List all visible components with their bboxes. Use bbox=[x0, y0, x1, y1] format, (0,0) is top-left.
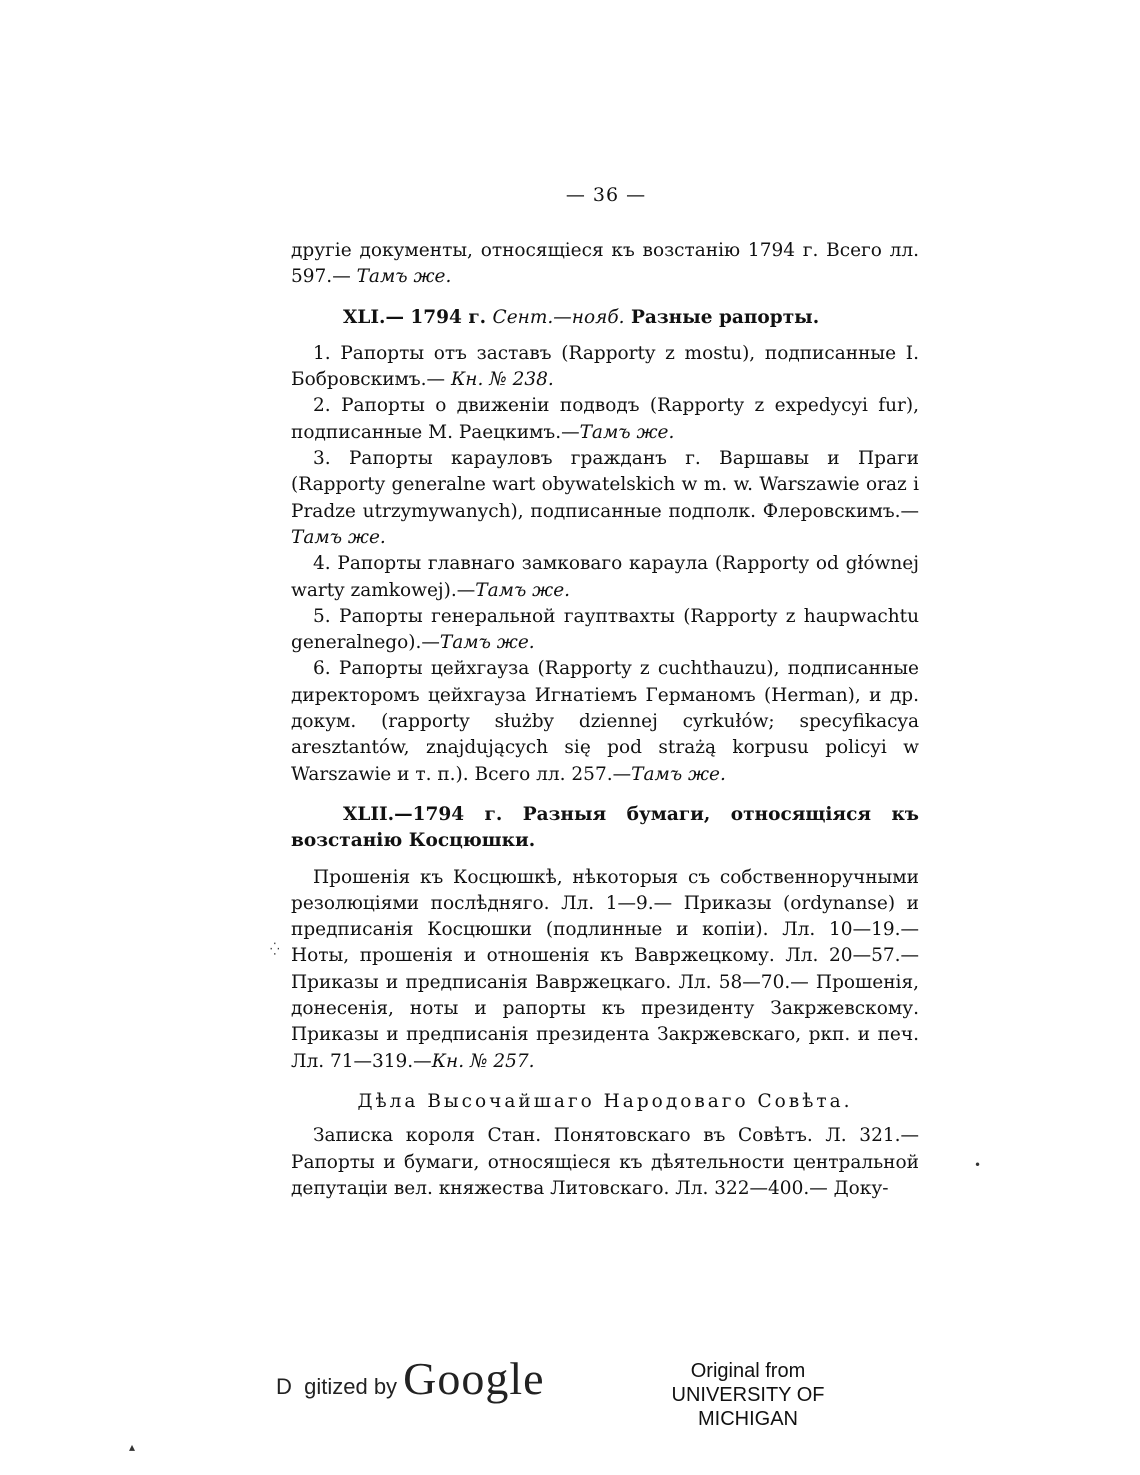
item-text: 6. Рапорты цейхгауза (Rapporty z cuchthauzu), подписанные директоромъ цейхгауза Игнатіемъ Германомъ (Herman), и др. докум. (rapporty służby dziennej cyrkułów; specyfikacya aresztantów, znajdujących się pod strażą korpusu policyi w Warszawie и т. п.). Всего лл. 257.— bbox=[291, 658, 919, 785]
section-41-heading bbox=[291, 305, 919, 331]
intro-ref: Тамъ же. bbox=[356, 266, 452, 288]
item-ref: Тамъ же. bbox=[631, 763, 726, 785]
section-41-item bbox=[291, 604, 919, 657]
subsection-title: Дѣла Высочайшаго Народоваго Совѣта. bbox=[357, 1090, 853, 1112]
section-41-item bbox=[291, 341, 919, 394]
digitized-by-google-watermark bbox=[276, 1352, 545, 1405]
intro-paragraph bbox=[291, 238, 919, 291]
item-text: 1. Рапорты отъ заставъ (Rapporty z mostu), подписанные I. Бобровскимъ.— bbox=[291, 342, 919, 391]
item-ref: Тамъ же. bbox=[291, 526, 386, 548]
section-41-item bbox=[291, 446, 919, 551]
original-from-watermark bbox=[620, 1359, 876, 1431]
original-from-text: Original from bbox=[690, 1360, 806, 1382]
item-ref: Кн. № 238. bbox=[450, 369, 554, 391]
scan-speck-mark: • bbox=[974, 1158, 982, 1172]
intro-text: другіе документы, относящіеся къ возстанію 1794 г. Всего лл. 597.— bbox=[291, 240, 919, 288]
scan-speck-mark: ⁛ bbox=[270, 942, 280, 956]
scan-speck-mark: ▴ bbox=[129, 1440, 136, 1454]
item-ref: Тамъ же. bbox=[579, 421, 675, 443]
section-42-ref: Кн. № 257. bbox=[431, 1050, 535, 1072]
section-41-heading-date: Сент.—нояб. bbox=[492, 306, 625, 328]
item-text: 4. Рапорты главнаго замковаго караула (Rapporty od głównej warty zamkowej).— bbox=[291, 553, 919, 601]
section-42-heading: XLII.—1794 г. Разныя бумаги, относящіяся къ возстанію Косцюшки. bbox=[291, 803, 919, 852]
item-ref: Тамъ же. bbox=[475, 579, 571, 601]
item-text: 2. Рапорты о движеніи подводъ (Rapporty z expedycyi fur), подписанные М. Раецкимъ.— bbox=[291, 395, 919, 443]
section-41-item bbox=[291, 393, 919, 446]
section-42-text: Прошенія къ Косцюшкѣ, нѣкоторыя съ собственноручными резолюціями послѣдняго. Лл. 1—9.— Приказы (ordynanse) и предписанія Косцюшки (подлинные и копіи). Лл. 10—19.— Ноты, прошенія и отношенія къ Вавржецкому. Лл. 20—57.— Приказы и предписанія Вавржецкаго. Лл. 58—70.— Прошенія, донесенія, ноты и рапорты къ президенту Закржевскому. Приказы и предписанія президента Закржевскаго, ркп. и печ. Лл. 71—319.— bbox=[291, 866, 919, 1072]
item-ref: Тамъ же. bbox=[439, 632, 535, 654]
item-text: 3. Рапорты карауловъ гражданъ г. Варшавы и Праги (Rapporty generalne wart obywatelskich w m. w. Warszawie oraz i Pradze utrzymywanych), подписанные подполк. Флеровскимъ.— bbox=[291, 448, 919, 522]
section-42-paragraph bbox=[291, 865, 919, 1075]
item-text: 5. Рапорты генеральной гауптвахты (Rapporty z haupwachtu generalnego).— bbox=[291, 605, 919, 654]
digitized-by-text: D gitized by bbox=[276, 1374, 404, 1399]
subsection-paragraph: Записка короля Стан. Понятовскаго въ Совѣтъ. Л. 321.— Рапорты и бумаги, относящіеся къ дѣятельности центральной депутаціи вел. княжества Литовскаго. Лл. 322—400.— Доку- bbox=[291, 1125, 919, 1199]
section-41-heading-num: XLI.— 1794 г. bbox=[343, 306, 493, 328]
university-name: UNIVERSITY OF MICHIGAN bbox=[671, 1384, 825, 1430]
main-text-column bbox=[291, 238, 919, 1202]
section-41-item bbox=[291, 656, 919, 787]
section-41-heading-title: Разные рапорты. bbox=[624, 306, 820, 328]
section-41-item bbox=[291, 551, 919, 604]
google-logo: Google bbox=[403, 1353, 545, 1404]
page-number: — 36 — bbox=[565, 184, 647, 206]
